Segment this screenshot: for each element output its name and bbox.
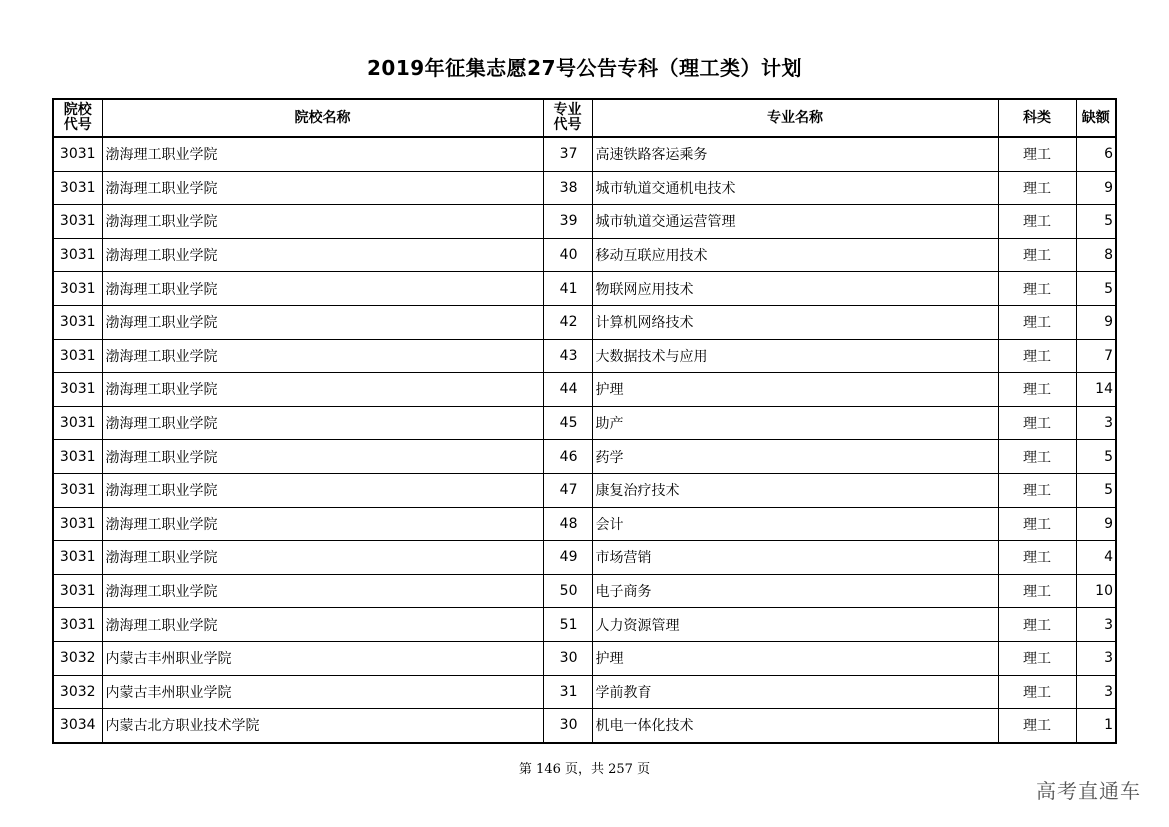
- cell-category: 理工: [998, 574, 1076, 608]
- cell-major-name: 学前教育: [592, 675, 998, 709]
- cell-category: 理工: [998, 440, 1076, 474]
- table-row: [53, 238, 1116, 272]
- cell-school-name: 内蒙古丰州职业学院: [102, 641, 543, 675]
- cell-major-code: 30: [543, 641, 592, 675]
- cell-school-name: 渤海理工职业学院: [102, 440, 543, 474]
- cell-major-code: 46: [543, 440, 592, 474]
- cell-school-code: 3031: [53, 406, 102, 440]
- cell-school-code: 3031: [53, 507, 102, 541]
- cell-vacancy: 8: [1076, 238, 1116, 272]
- cell-category: 理工: [998, 137, 1076, 171]
- table-row: [53, 473, 1116, 507]
- cell-school-name: 渤海理工职业学院: [102, 305, 543, 339]
- cell-school-code: 3034: [53, 709, 102, 743]
- table-row: [53, 305, 1116, 339]
- cell-major-code: 47: [543, 473, 592, 507]
- cell-major-code: 40: [543, 238, 592, 272]
- page-footer: 第 146 页，共 257 页: [518, 762, 651, 777]
- cell-major-code: 49: [543, 541, 592, 575]
- cell-major-code: 51: [543, 608, 592, 642]
- cell-school-name: 渤海理工职业学院: [102, 541, 543, 575]
- table-row: [53, 608, 1116, 642]
- cell-school-code: 3032: [53, 675, 102, 709]
- cell-school-name: 渤海理工职业学院: [102, 171, 543, 205]
- table-row: [53, 709, 1116, 743]
- cell-vacancy: 3: [1076, 675, 1116, 709]
- cell-vacancy: 4: [1076, 541, 1116, 575]
- cell-school-code: 3031: [53, 205, 102, 239]
- cell-vacancy: 5: [1076, 272, 1116, 306]
- cell-category: 理工: [998, 171, 1076, 205]
- header-school-code: 院校代号: [53, 99, 102, 137]
- cell-category: 理工: [998, 373, 1076, 407]
- cell-school-name: 渤海理工职业学院: [102, 373, 543, 407]
- cell-school-code: 3031: [53, 339, 102, 373]
- cell-school-name: 渤海理工职业学院: [102, 238, 543, 272]
- table-row: [53, 171, 1116, 205]
- cell-category: 理工: [998, 406, 1076, 440]
- page-title: 2019年征集志愿27号公告专科（理工类）计划: [367, 56, 802, 80]
- header-school-name: 院校名称: [102, 99, 543, 137]
- cell-school-code: 3031: [53, 305, 102, 339]
- cell-category: 理工: [998, 272, 1076, 306]
- cell-major-code: 37: [543, 137, 592, 171]
- cell-category: 理工: [998, 608, 1076, 642]
- cell-vacancy: 9: [1076, 305, 1116, 339]
- cell-major-name: 城市轨道交通机电技术: [592, 171, 998, 205]
- cell-vacancy: 3: [1076, 406, 1116, 440]
- cell-school-name: 渤海理工职业学院: [102, 205, 543, 239]
- cell-major-code: 42: [543, 305, 592, 339]
- cell-category: 理工: [998, 709, 1076, 743]
- cell-major-name: 物联网应用技术: [592, 272, 998, 306]
- cell-category: 理工: [998, 473, 1076, 507]
- header-major-code: 专业代号: [543, 99, 592, 137]
- table-header-row: [53, 99, 1116, 137]
- cell-school-code: 3032: [53, 641, 102, 675]
- cell-school-code: 3031: [53, 137, 102, 171]
- cell-vacancy: 7: [1076, 339, 1116, 373]
- cell-category: 理工: [998, 305, 1076, 339]
- header-vacancy: 缺额: [1076, 99, 1116, 137]
- cell-school-code: 3031: [53, 238, 102, 272]
- cell-school-name: 渤海理工职业学院: [102, 272, 543, 306]
- table-row: [53, 205, 1116, 239]
- cell-major-name: 移动互联应用技术: [592, 238, 998, 272]
- cell-major-name: 护理: [592, 373, 998, 407]
- table-row: [53, 373, 1116, 407]
- cell-major-name: 会计: [592, 507, 998, 541]
- cell-vacancy: 1: [1076, 709, 1116, 743]
- cell-major-name: 机电一体化技术: [592, 709, 998, 743]
- cell-school-name: 渤海理工职业学院: [102, 608, 543, 642]
- cell-category: 理工: [998, 238, 1076, 272]
- cell-major-code: 50: [543, 574, 592, 608]
- cell-major-name: 人力资源管理: [592, 608, 998, 642]
- cell-school-code: 3031: [53, 574, 102, 608]
- table-row: [53, 272, 1116, 306]
- table-row: [53, 641, 1116, 675]
- cell-school-code: 3031: [53, 373, 102, 407]
- cell-vacancy: 5: [1076, 440, 1116, 474]
- cell-major-code: 43: [543, 339, 592, 373]
- table-row: [53, 440, 1116, 474]
- cell-vacancy: 10: [1076, 574, 1116, 608]
- cell-major-name: 大数据技术与应用: [592, 339, 998, 373]
- table-row: [53, 507, 1116, 541]
- cell-major-name: 计算机网络技术: [592, 305, 998, 339]
- table-row: [53, 137, 1116, 171]
- cell-vacancy: 9: [1076, 507, 1116, 541]
- header-category: 科类: [998, 99, 1076, 137]
- cell-school-code: 3031: [53, 608, 102, 642]
- table-row: [53, 574, 1116, 608]
- cell-major-name: 助产: [592, 406, 998, 440]
- cell-school-name: 渤海理工职业学院: [102, 406, 543, 440]
- cell-school-code: 3031: [53, 541, 102, 575]
- cell-vacancy: 3: [1076, 641, 1116, 675]
- cell-category: 理工: [998, 205, 1076, 239]
- cell-school-code: 3031: [53, 171, 102, 205]
- plan-table: [52, 98, 1117, 744]
- cell-school-name: 内蒙古北方职业技术学院: [102, 709, 543, 743]
- cell-vacancy: 5: [1076, 205, 1116, 239]
- cell-vacancy: 9: [1076, 171, 1116, 205]
- cell-major-code: 31: [543, 675, 592, 709]
- cell-vacancy: 3: [1076, 608, 1116, 642]
- header-major-name: 专业名称: [592, 99, 998, 137]
- cell-major-name: 康复治疗技术: [592, 473, 998, 507]
- cell-major-code: 38: [543, 171, 592, 205]
- cell-major-name: 城市轨道交通运营管理: [592, 205, 998, 239]
- cell-school-name: 渤海理工职业学院: [102, 507, 543, 541]
- cell-school-code: 3031: [53, 272, 102, 306]
- cell-vacancy: 14: [1076, 373, 1116, 407]
- table-row: [53, 541, 1116, 575]
- cell-category: 理工: [998, 507, 1076, 541]
- cell-school-name: 渤海理工职业学院: [102, 473, 543, 507]
- cell-major-code: 44: [543, 373, 592, 407]
- cell-vacancy: 6: [1076, 137, 1116, 171]
- cell-school-code: 3031: [53, 440, 102, 474]
- cell-major-code: 30: [543, 709, 592, 743]
- cell-category: 理工: [998, 675, 1076, 709]
- cell-category: 理工: [998, 641, 1076, 675]
- cell-major-code: 48: [543, 507, 592, 541]
- cell-school-name: 内蒙古丰州职业学院: [102, 675, 543, 709]
- cell-major-code: 41: [543, 272, 592, 306]
- table-row: [53, 675, 1116, 709]
- cell-major-name: 护理: [592, 641, 998, 675]
- cell-major-name: 市场营销: [592, 541, 998, 575]
- cell-school-name: 渤海理工职业学院: [102, 574, 543, 608]
- cell-major-name: 药学: [592, 440, 998, 474]
- cell-major-code: 39: [543, 205, 592, 239]
- cell-school-code: 3031: [53, 473, 102, 507]
- cell-major-name: 电子商务: [592, 574, 998, 608]
- cell-category: 理工: [998, 541, 1076, 575]
- table-row: [53, 339, 1116, 373]
- cell-major-name: 高速铁路客运乘务: [592, 137, 998, 171]
- cell-category: 理工: [998, 339, 1076, 373]
- table-row: [53, 406, 1116, 440]
- cell-major-code: 45: [543, 406, 592, 440]
- watermark: 高考直通车: [1036, 779, 1141, 803]
- cell-school-name: 渤海理工职业学院: [102, 339, 543, 373]
- cell-vacancy: 5: [1076, 473, 1116, 507]
- cell-school-name: 渤海理工职业学院: [102, 137, 543, 171]
